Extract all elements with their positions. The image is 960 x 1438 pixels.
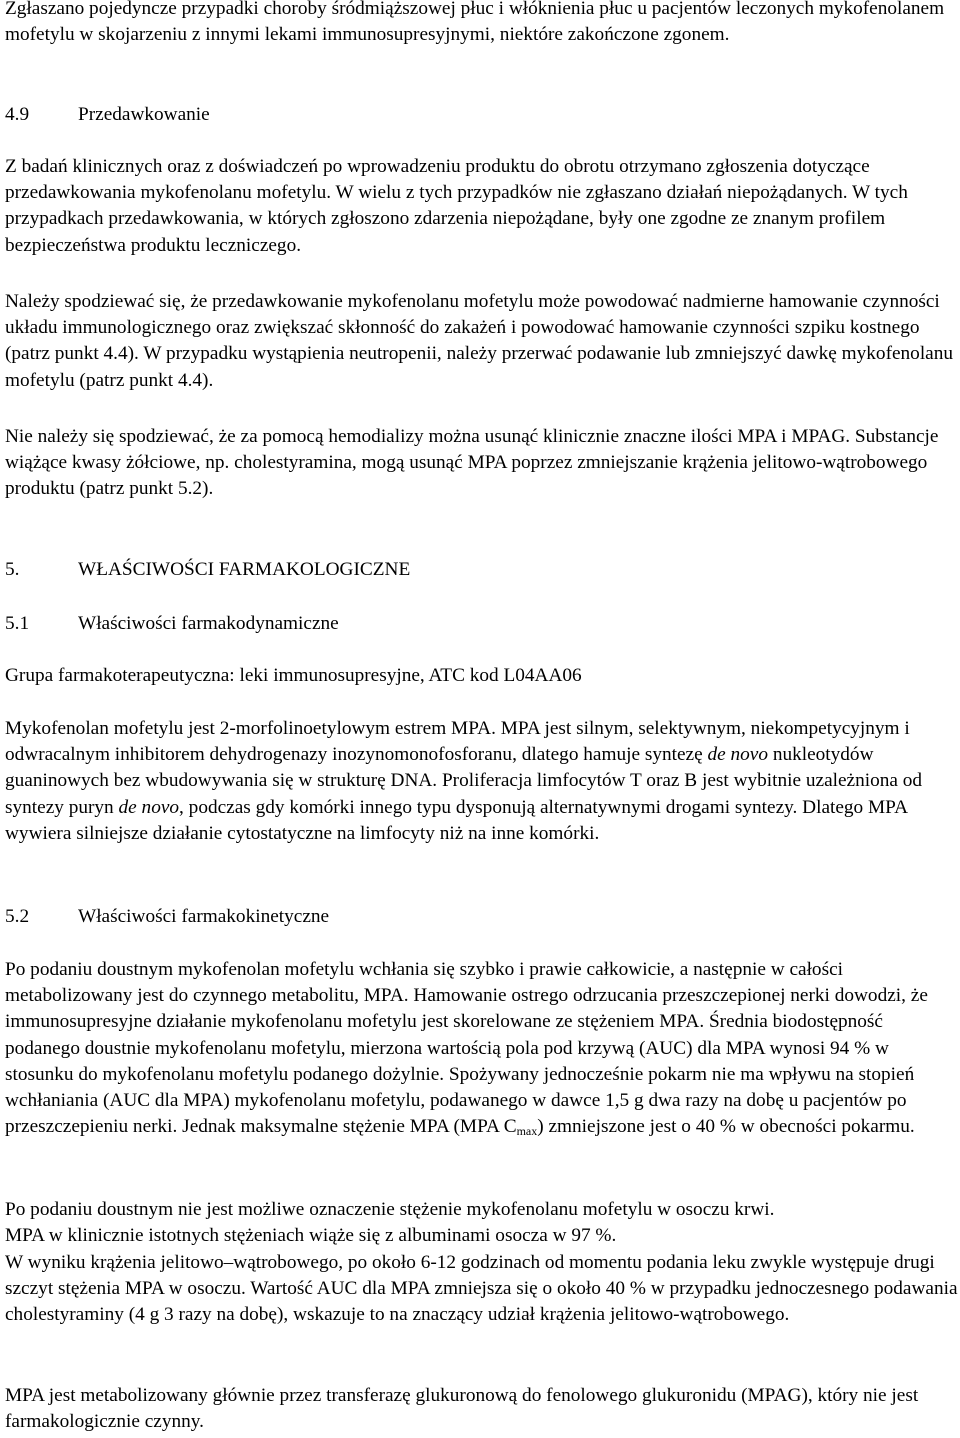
- paragraph-overdose-effects: Należy spodziewać się, że przedawkowanie mykofenolanu mofetylu może powodować nadmierne hamowanie czynności układu immunologicznego oraz zwiększać skłonność do zakażeń i powodować hamowanie czynności szpiku kostnego (patrz punkt 4.4). W przypadku wystąpienia neutropenii, należy przerwać podawanie lub zmniejszyć dawkę mykofenolanu mofetylu (patrz punkt 4.4).: [5, 291, 954, 391]
- section-number: 5.2: [5, 906, 30, 927]
- section-heading-5: [5, 557, 410, 583]
- section-number: 4.9: [5, 104, 30, 125]
- section-heading-5-1: [5, 611, 339, 637]
- text-run: Po podaniu doustnym mykofenolan mofetylu wchłania się szybko i prawie całkowicie, a następnie w całości metabolizowany jest do czynnego metabolitu, MPA. Hamowanie ostrego odrzucania przeszczepionej nerki dowodzi, że immunosupresyjne działanie mykofenolanu mofetylu jest skorelowane ze stężeniem MPA. Średnia biodostępność podanego doustnie mykofenolanu mofetylu, mierzona wartością pola pod krzywą (AUC) dla MPA wynosi 94 % w stosunku do mykofenolanu mofetylu podanego dożylnie. Spożywany jednocześnie pokarm nie ma wpływu na stopień wchłaniania (AUC dla MPA) mykofenolanu mofetylu, podawanego w dawce 1,5 g dwa razy na dobę u pacjentów po przeszczepieniu nerki. Jednak maksymalne stężenie MPA (MPA C: [5, 959, 928, 1138]
- paragraph-interstitial-lung-disease: Zgłaszano pojedyncze przypadki choroby śródmiąższowej płuc i włóknienia płuc u pacjentów leczonych mykofenolanem mofetylu w skojarzeniu z innymi lekami immunosupresyjnymi, niektóre zakończone zgonem.: [5, 0, 945, 46]
- paragraph-mechanism-of-action: [5, 716, 960, 847]
- paragraph-metabolism: MPA jest metabolizowany głównie przez transferazę glukuronową do fenolowego glukuronidu (MPAG), który nie jest farmakologicznie czynny.: [5, 1385, 919, 1433]
- paragraph-hemodialysis: Nie należy się spodziewać, że za pomocą hemodializy można usunąć klinicznie znaczne ilości MPA i MPAG. Substancje wiążące kwasy żółciowe, np. cholestyramina, mogą usunąć MPA poprzez zmniejszanie krążenia jelitowo-wątrobowego produktu (patrz punkt 5.2).: [5, 426, 939, 500]
- section-heading-5-2: [5, 904, 329, 930]
- section-title: Właściwości farmakodynamiczne: [78, 613, 339, 634]
- section-heading-4-9: [5, 102, 210, 128]
- italic-term: de novo: [118, 796, 180, 818]
- paragraph-enterohepatic-circulation: W wyniku krążenia jelitowo–wątrobowego, po około 6-12 godzinach od momentu podania leku zwykle występuje drugi szczyt stężenia MPA w osoczu. Wartość AUC dla MPA zmniejsza się o około 40 % w przypadku jednoczesnego podawania cholestyraminy (4 g 3 razy na dobę), wskazuje to na znaczący udział krążenia jelitowo-wątrobowego.: [5, 1252, 958, 1326]
- paragraph-plasma-concentration: Po podaniu doustnym nie jest możliwe oznaczenie stężenie mykofenolanu mofetylu w osoczu krwi.: [5, 1199, 775, 1220]
- subscript-max: max: [516, 1124, 538, 1139]
- text-run: Mykofenolan mofetylu jest 2-morfolinoetylowym estrem MPA. MPA jest silnym, selektywnym, niekompetycyjnym i odwracalnym inhibitorem dehydrogenazy inozynomonofosforanu, dlatego hamuje syntezę: [5, 718, 910, 766]
- section-title: WŁAŚCIWOŚCI FARMAKOLOGICZNE: [78, 559, 411, 580]
- section-title: Właściwości farmakokinetyczne: [78, 906, 330, 927]
- italic-term: de novo: [707, 744, 768, 766]
- text-run: ) zmniejszone jest o 40 % w obecności pokarmu.: [537, 1116, 915, 1138]
- paragraph-overdose-reports: Z badań klinicznych oraz z doświadczeń po wprowadzeniu produktu do obrotu otrzymano zgłoszenia dotyczące przedawkowania mykofenolanu mofetylu. W wielu z tych przypadków nie zgłaszano działań niepożądanych. W tych przypadkach przedawkowania, w których zgłoszono zdarzenia niepożądane, były one zgodne ze znanym profilem bezpieczeństwa produktu leczniczego.: [5, 156, 908, 256]
- section-number: 5.: [5, 559, 20, 580]
- paragraph-albumin-binding: MPA w klinicznie istotnych stężeniach wiąże się z albuminami osocza w 97 %.: [5, 1225, 617, 1246]
- text-run: nukleotydów guaninowych bez wbudowywania się w strukturę DNA. Proliferacja limfocytów T oraz B jest wybitnie uzależniona od syntezy puryn: [5, 744, 923, 818]
- paragraph-absorption: [5, 957, 960, 1140]
- section-title: Przedawkowanie: [78, 104, 210, 125]
- section-number: 5.1: [5, 613, 30, 634]
- text-run: , podczas gdy komórki innego typu dysponują alternatywnymi drogami syntezy. Dlatego MPA wywiera silniejsze działanie cytostatyczne na limfocyty niż na inne komórki.: [5, 796, 907, 844]
- paragraph-pharmacotherapeutic-group: Grupa farmakoterapeutyczna: leki immunosupresyjne, ATC kod L04AA06: [5, 665, 582, 686]
